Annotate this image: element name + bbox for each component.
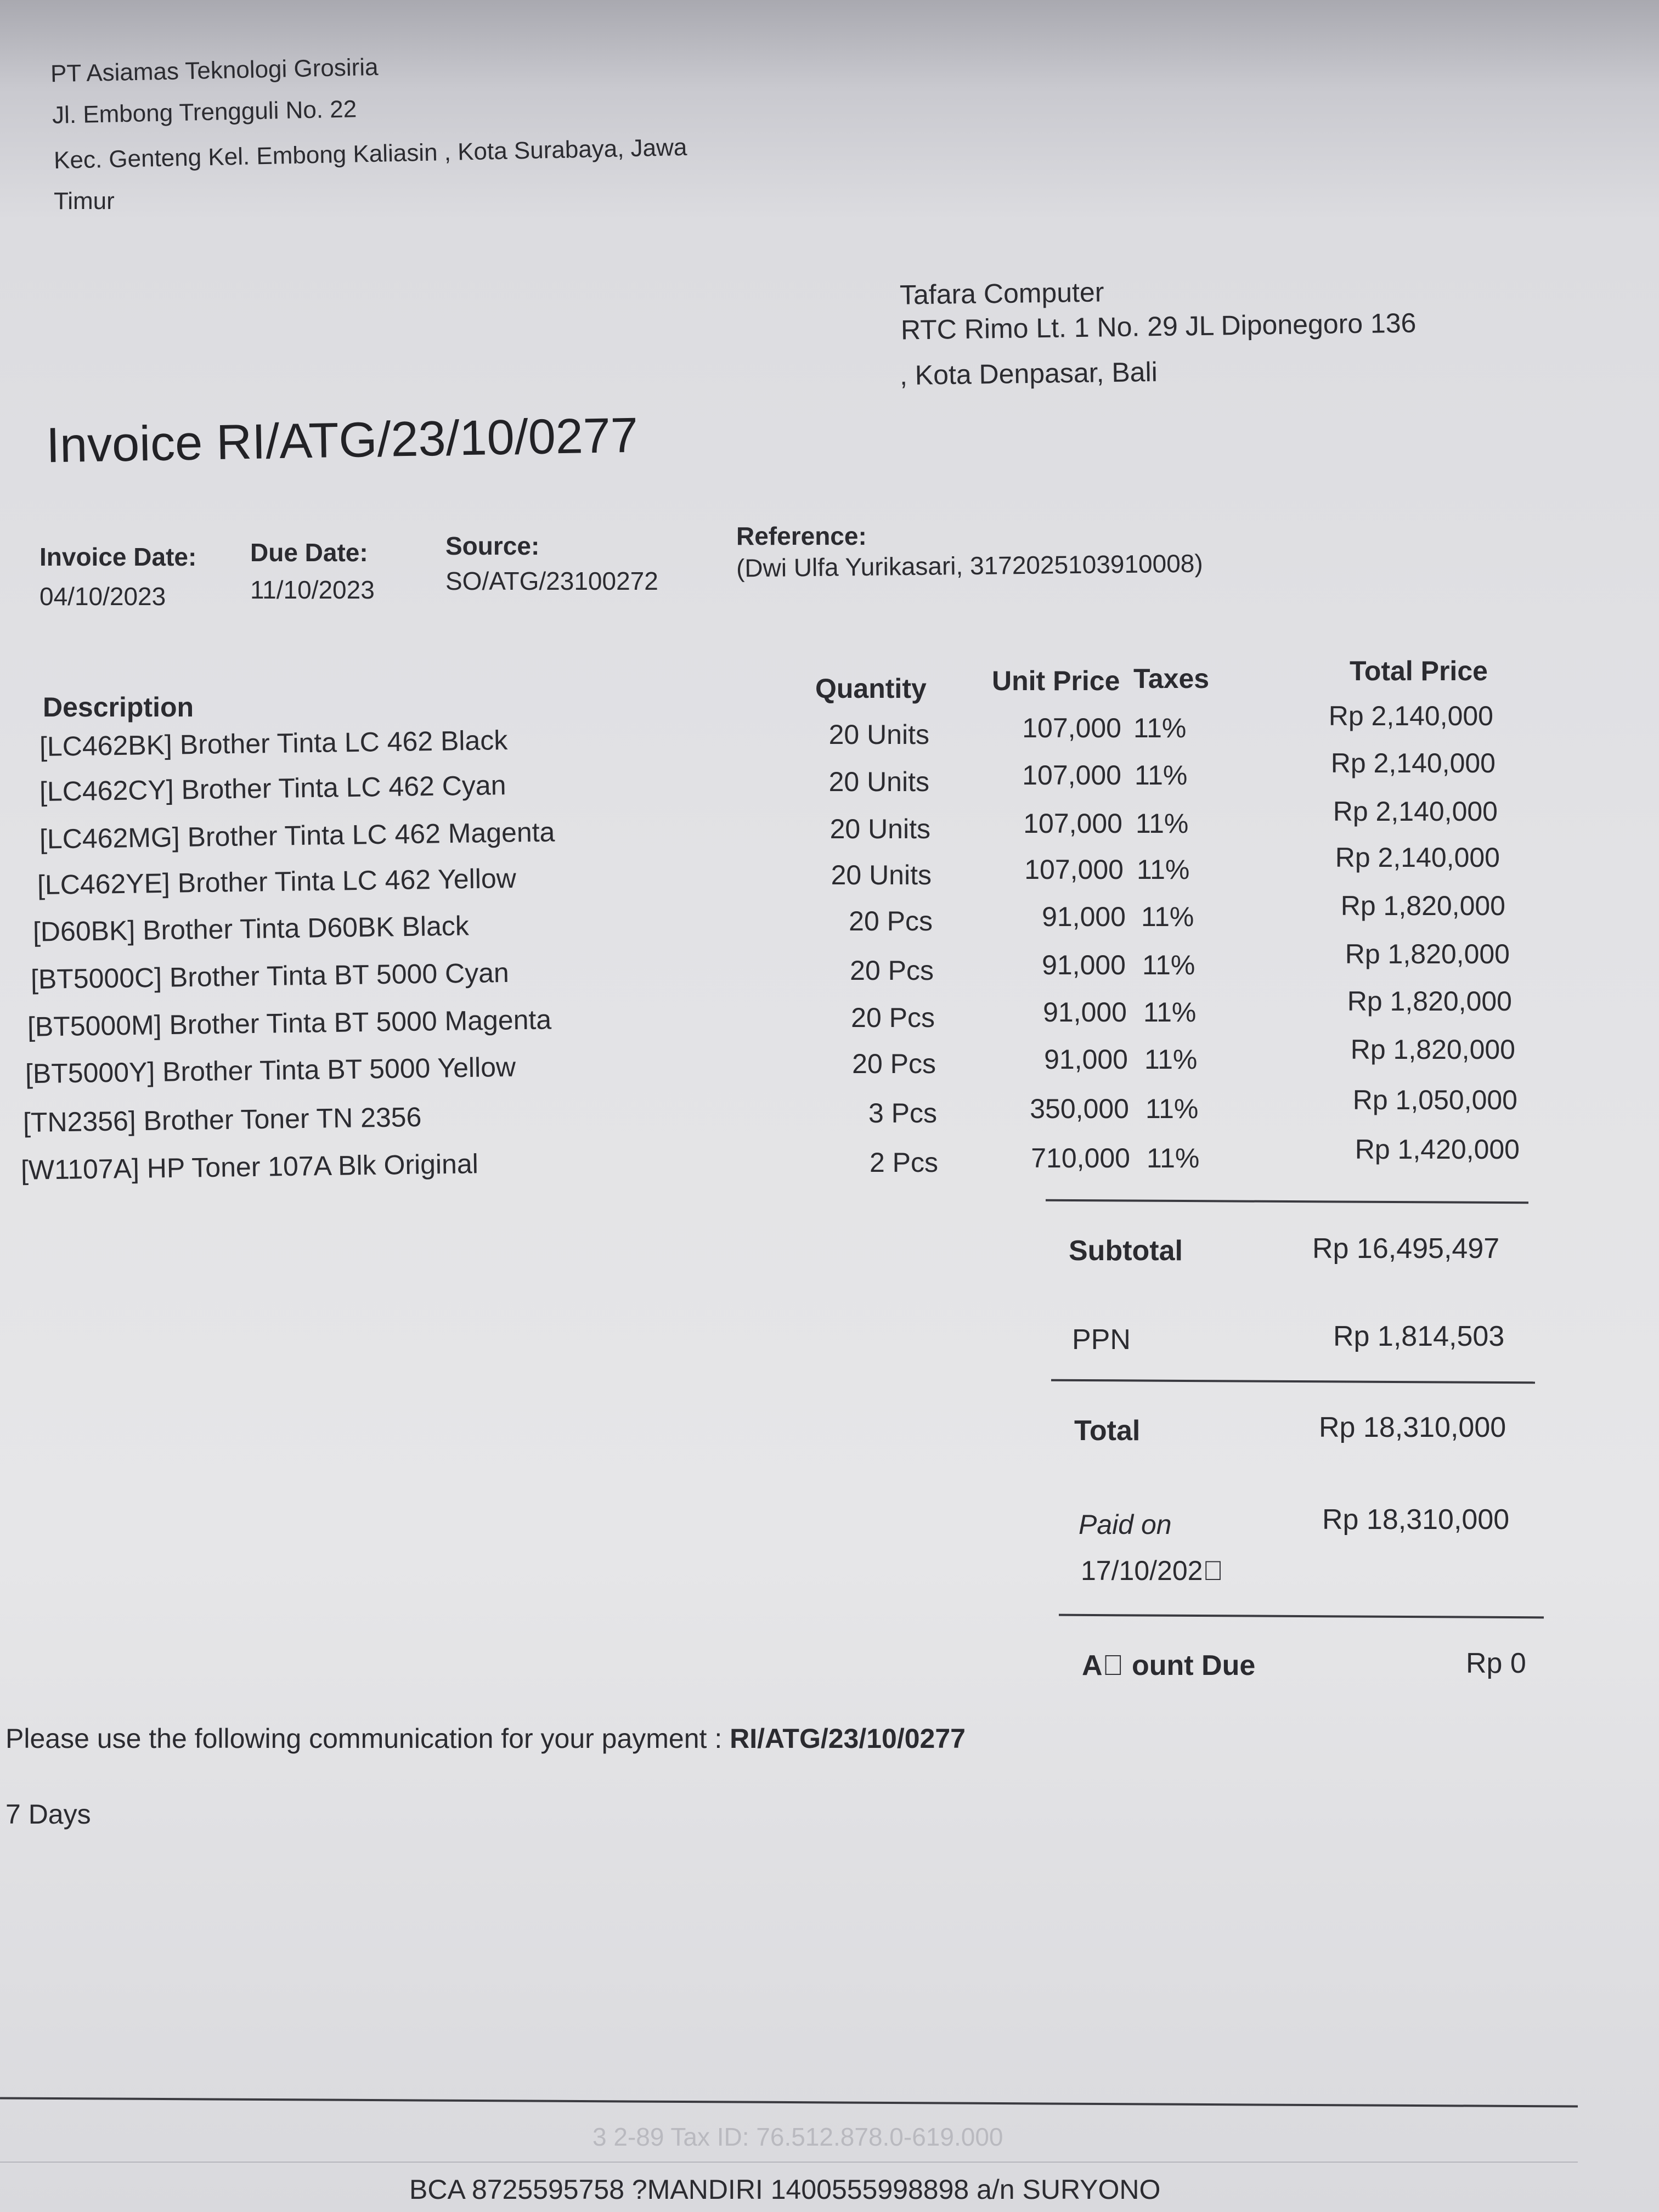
line-item-total: Rp 2,140,000 bbox=[1333, 796, 1498, 827]
line-item-quantity: 20 Pcs bbox=[852, 1048, 936, 1079]
line-item-quantity: 2 Pcs bbox=[869, 1147, 938, 1178]
source-value: SO/ATG/23100272 bbox=[445, 567, 658, 595]
due-date-label: Due Date: bbox=[250, 538, 368, 567]
line-item-unit-price: 107,000 bbox=[1024, 854, 1124, 885]
payment-communication bbox=[5, 1723, 966, 1754]
line-item-description: [BT5000Y] Brother Tinta BT 5000 Yellow bbox=[25, 1051, 516, 1090]
line-item-unit-price: 91,000 bbox=[1043, 997, 1127, 1028]
paid-on-label: Paid on bbox=[1079, 1509, 1172, 1540]
company-address-line3: Timur bbox=[54, 188, 115, 215]
source-label: Source: bbox=[445, 532, 540, 560]
line-item-description: [BT5000M] Brother Tinta BT 5000 Magenta bbox=[27, 1004, 552, 1042]
line-item-quantity: 20 Units bbox=[830, 814, 930, 844]
invoice-title: Invoice RI/ATG/23/10/0277 bbox=[46, 408, 639, 473]
line-item-tax: 11% bbox=[1142, 950, 1195, 980]
line-item-total: Rp 1,050,000 bbox=[1352, 1085, 1517, 1115]
line-item-unit-price: 350,000 bbox=[1030, 1093, 1129, 1124]
line-item-unit-price: 91,000 bbox=[1044, 1044, 1128, 1075]
line-item-unit-price: 107,000 bbox=[1022, 760, 1121, 791]
line-item-description: [W1107A] HP Toner 107A Blk Original bbox=[20, 1148, 479, 1186]
line-item-tax: 11% bbox=[1133, 713, 1187, 743]
line-item-tax: 11% bbox=[1141, 901, 1194, 932]
divider-amount-due bbox=[1059, 1614, 1544, 1619]
col-header-quantity: Quantity bbox=[815, 673, 927, 704]
line-item-quantity: 20 Pcs bbox=[851, 1002, 935, 1033]
col-header-total-price: Total Price bbox=[1350, 656, 1488, 686]
line-item-tax: 11% bbox=[1135, 760, 1188, 791]
line-item-description: [BT5000C] Brother Tinta BT 5000 Cyan bbox=[30, 957, 510, 995]
line-item-description: [LC462MG] Brother Tinta LC 462 Magenta bbox=[39, 816, 555, 855]
paid-amount: Rp 18,310,000 bbox=[1322, 1504, 1510, 1536]
company-name: PT Asiamas Teknologi Grosiria bbox=[50, 53, 379, 88]
line-item-unit-price: 710,000 bbox=[1031, 1143, 1130, 1173]
col-header-taxes: Taxes bbox=[1133, 663, 1210, 694]
company-address-line1: Jl. Embong Trengguli No. 22 bbox=[52, 95, 357, 129]
line-item-tax: 11% bbox=[1144, 1044, 1198, 1075]
line-item-description: [LC462YE] Brother Tinta LC 462 Yellow bbox=[37, 862, 517, 901]
footer-bank-line: BCA 8725595758 ?MANDIRI 1400555998898 a/n SURYONO bbox=[409, 2174, 1161, 2205]
reference-label: Reference: bbox=[736, 522, 867, 550]
line-item-unit-price: 107,000 bbox=[1022, 713, 1121, 743]
line-item-quantity: 20 Units bbox=[828, 719, 929, 750]
col-header-unit-price: Unit Price bbox=[992, 665, 1120, 696]
invoice-date: 04/10/2023 bbox=[40, 582, 166, 611]
divider-total bbox=[1051, 1379, 1535, 1384]
line-item-total: Rp 1,820,000 bbox=[1340, 890, 1505, 921]
ppn-value: Rp 1,814,503 bbox=[1333, 1321, 1505, 1352]
reference-value: (Dwi Ulfa Yurikasari, 3172025103910008) bbox=[736, 549, 1203, 583]
line-item-total: Rp 2,140,000 bbox=[1330, 748, 1496, 778]
line-item-description: [LC462BK] Brother Tinta LC 462 Black bbox=[39, 725, 508, 762]
line-item-tax: 11% bbox=[1143, 997, 1197, 1028]
line-item-unit-price: 107,000 bbox=[1023, 808, 1122, 839]
due-date: 11/10/2023 bbox=[250, 575, 375, 604]
line-item-unit-price: 91,000 bbox=[1042, 901, 1126, 932]
invoice-date-label: Invoice Date: bbox=[40, 543, 197, 571]
customer-address-line2: , Kota Denpasar, Bali bbox=[899, 356, 1158, 391]
customer-name: Tafara Computer bbox=[899, 276, 1104, 311]
ppn-label: PPN bbox=[1072, 1324, 1131, 1356]
line-item-total: Rp 1,420,000 bbox=[1355, 1134, 1520, 1165]
line-item-description: [TN2356] Brother Toner TN 2356 bbox=[22, 1101, 422, 1138]
line-item-quantity: 20 Units bbox=[831, 860, 932, 890]
payment-communication-text: Please use the following communication for your payment : bbox=[5, 1723, 730, 1754]
line-item-total: Rp 2,140,000 bbox=[1335, 842, 1500, 873]
footer-tax-line: 3 2-89 Tax ID: 76.512.878.0-619.000 bbox=[592, 2123, 1003, 2151]
divider-subtotal bbox=[1046, 1199, 1528, 1204]
footer-divider-faint bbox=[0, 2162, 1578, 2163]
subtotal-label: Subtotal bbox=[1069, 1235, 1183, 1267]
payment-terms: 7 Days bbox=[5, 1799, 91, 1830]
line-item-total: Rp 1,820,000 bbox=[1350, 1034, 1515, 1065]
line-item-quantity: 20 Pcs bbox=[849, 906, 933, 936]
line-item-total: Rp 1,820,000 bbox=[1347, 986, 1512, 1017]
line-item-tax: 11% bbox=[1146, 1093, 1199, 1124]
line-item-quantity: 20 Pcs bbox=[850, 955, 934, 986]
amount-due-label: A  ount Due bbox=[1082, 1650, 1256, 1681]
line-item-total: Rp 2,140,000 bbox=[1328, 701, 1493, 731]
line-item-quantity: 20 Units bbox=[828, 766, 929, 797]
customer-address-line1: RTC Rimo Lt. 1 No. 29 JL Diponegoro 136 bbox=[900, 307, 1417, 346]
line-item-total: Rp 1,820,000 bbox=[1345, 939, 1510, 969]
line-item-tax: 11% bbox=[1147, 1143, 1200, 1173]
col-header-description: Description bbox=[43, 692, 194, 723]
line-item-unit-price: 91,000 bbox=[1042, 950, 1126, 980]
line-item-quantity: 3 Pcs bbox=[868, 1098, 937, 1128]
total-label: Total bbox=[1074, 1415, 1141, 1447]
line-item-tax: 11% bbox=[1137, 854, 1190, 885]
line-item-tax: 11% bbox=[1136, 808, 1189, 839]
payment-communication-code: RI/ATG/23/10/0277 bbox=[730, 1723, 966, 1754]
subtotal-value: Rp 16,495,497 bbox=[1312, 1233, 1500, 1265]
line-item-description: [D60BK] Brother Tinta D60BK Black bbox=[32, 910, 470, 947]
footer-divider bbox=[0, 2097, 1578, 2107]
total-value: Rp 18,310,000 bbox=[1319, 1412, 1506, 1443]
paid-on-date: 17/10/202  bbox=[1081, 1555, 1223, 1586]
line-item-description: [LC462CY] Brother Tinta LC 462 Cyan bbox=[39, 770, 506, 807]
company-address-line2: Kec. Genteng Kel. Embong Kaliasin , Kota Surabaya, Jawa bbox=[53, 133, 687, 174]
amount-due-value: Rp 0 bbox=[1466, 1647, 1526, 1679]
